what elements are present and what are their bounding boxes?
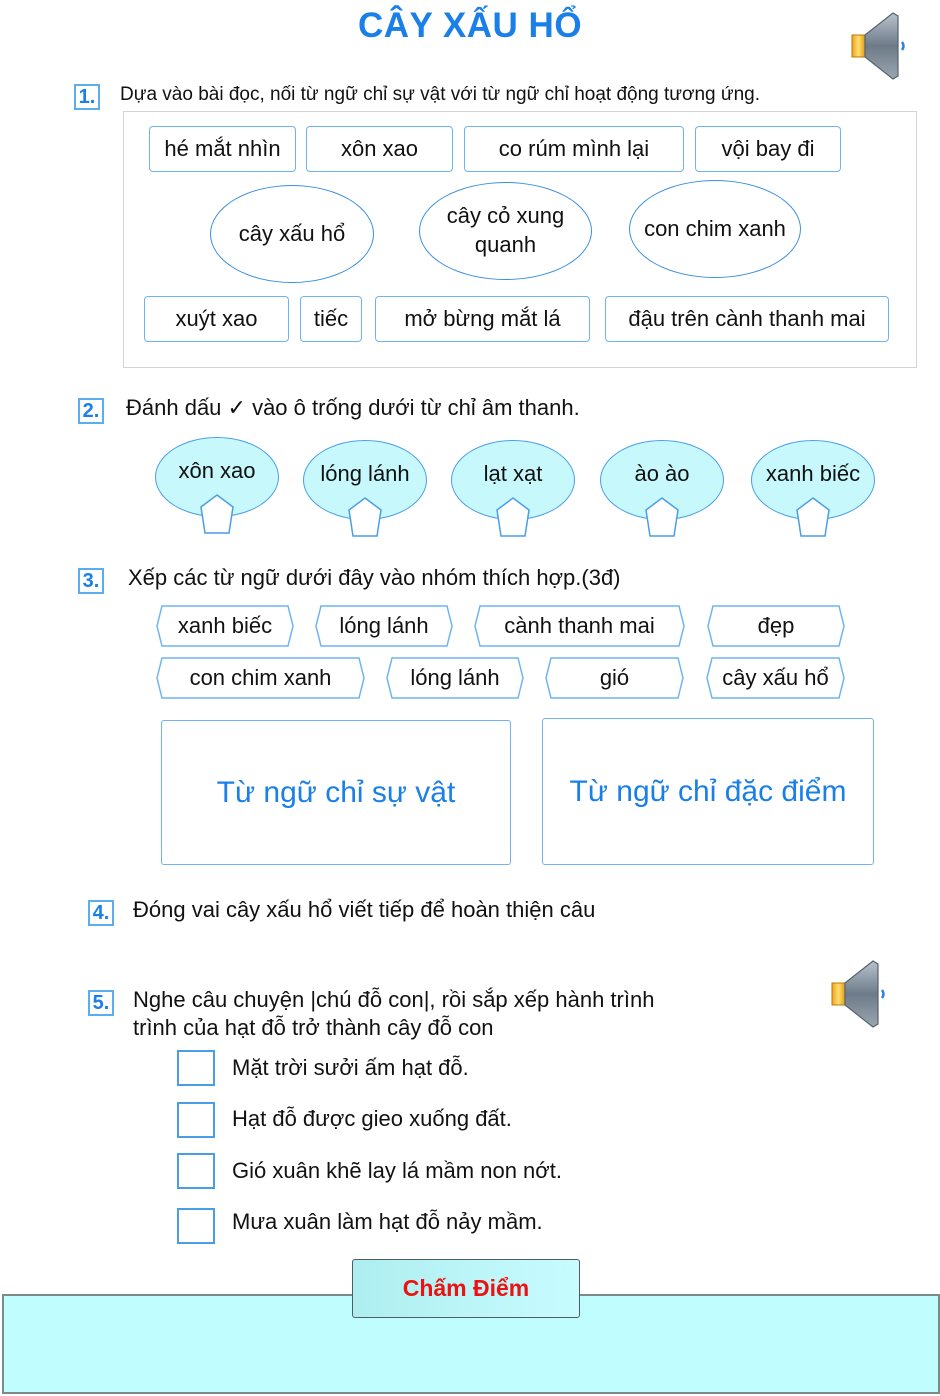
question-number-2: 2. [78, 398, 104, 424]
action-chip[interactable]: tiếc [300, 296, 362, 342]
question-number-4: 4. [88, 900, 114, 926]
page-title: CÂY XẤU HỔ [357, 6, 583, 45]
action-chip[interactable]: đậu trên cành thanh mai [605, 296, 889, 342]
option-label: ào ào [634, 461, 690, 486]
question-number-1: 1. [74, 84, 100, 110]
speaker-icon[interactable] [848, 8, 908, 84]
subject-ellipse[interactable]: con chim xanh [629, 180, 801, 278]
question-4-prompt: Đóng vai cây xấu hổ viết tiếp để hoàn thiện câu [133, 897, 596, 922]
action-chip[interactable]: xôn xao [306, 126, 453, 172]
order-checkbox[interactable] [177, 1102, 215, 1138]
grade-button[interactable]: Chấm Điểm [352, 1259, 580, 1318]
question-5-prompt-line1: Nghe câu chuyện |chú đỗ con|, rồi sắp xếp hành trình [133, 987, 655, 1012]
option-label: xôn xao [178, 458, 256, 483]
order-option: Gió xuân khẽ lay lá mầm non nớt. [232, 1158, 562, 1183]
option-label: xanh biếc [765, 461, 861, 486]
option-label: lạt xạt [483, 461, 543, 486]
word-chip[interactable]: đẹp [707, 605, 845, 647]
speaker-icon[interactable] [828, 958, 888, 1034]
word-chip[interactable]: lóng lánh [315, 605, 453, 647]
order-option: Mưa xuân làm hạt đỗ nảy mầm. [232, 1209, 543, 1234]
sound-word-option [303, 440, 427, 530]
question-number-3: 3. [78, 568, 104, 594]
subject-ellipse[interactable]: cây xấu hổ [210, 185, 374, 283]
question-1-prompt: Dựa vào bài đọc, nối từ ngữ chỉ sự vật với từ ngữ chỉ hoạt động tương ứng. [120, 84, 760, 105]
drop-zone-label: Từ ngữ chỉ sự vật [216, 775, 456, 809]
question-5-prompt-line2: trình của hạt đỗ trở thành cây đỗ con [133, 1015, 494, 1040]
order-option: Mặt trời sưởi ấm hạt đỗ. [232, 1055, 469, 1080]
pentagon-checkbox[interactable] [495, 496, 531, 538]
word-chip[interactable]: gió [545, 657, 684, 699]
sound-word-option [751, 440, 875, 530]
action-chip[interactable]: vội bay đi [695, 126, 841, 172]
sound-word-option [600, 440, 724, 530]
pentagon-checkbox[interactable] [347, 496, 383, 538]
pentagon-checkbox[interactable] [795, 496, 831, 538]
pentagon-checkbox[interactable] [644, 496, 680, 538]
question-number-5: 5. [88, 990, 114, 1016]
option-label: lóng lánh [320, 461, 410, 486]
word-chip[interactable]: con chim xanh [156, 657, 365, 699]
order-checkbox[interactable] [177, 1153, 215, 1189]
order-checkbox[interactable] [177, 1050, 215, 1086]
drop-zone-label: Từ ngữ chỉ đặc điểm [569, 774, 847, 808]
question-3-prompt: Xếp các từ ngữ dưới đây vào nhóm thích hợp.(3đ) [128, 565, 621, 590]
word-chip[interactable]: cây xấu hổ [706, 657, 845, 699]
action-chip[interactable]: co rúm mình lại [464, 126, 684, 172]
sound-word-option [155, 437, 279, 527]
order-option: Hạt đỗ được gieo xuống đất. [232, 1106, 512, 1131]
action-chip[interactable]: hé mắt nhìn [149, 126, 296, 172]
drop-zone-nouns[interactable] [161, 720, 511, 865]
pentagon-checkbox[interactable] [199, 493, 235, 535]
word-chip[interactable]: xanh biếc [156, 605, 294, 647]
word-chip[interactable]: lóng lánh [386, 657, 524, 699]
action-chip[interactable]: mở bừng mắt lá [375, 296, 590, 342]
drop-zone-adjectives[interactable] [542, 718, 874, 865]
action-chip[interactable]: xuýt xao [144, 296, 289, 342]
sound-word-option [451, 440, 575, 530]
order-checkbox[interactable] [177, 1208, 215, 1244]
question-2-prompt: Đánh dấu ✓ vào ô trống dưới từ chỉ âm thanh. [126, 395, 580, 420]
subject-ellipse[interactable]: cây cỏ xung quanh [419, 182, 592, 280]
word-chip[interactable]: cành thanh mai [474, 605, 685, 647]
